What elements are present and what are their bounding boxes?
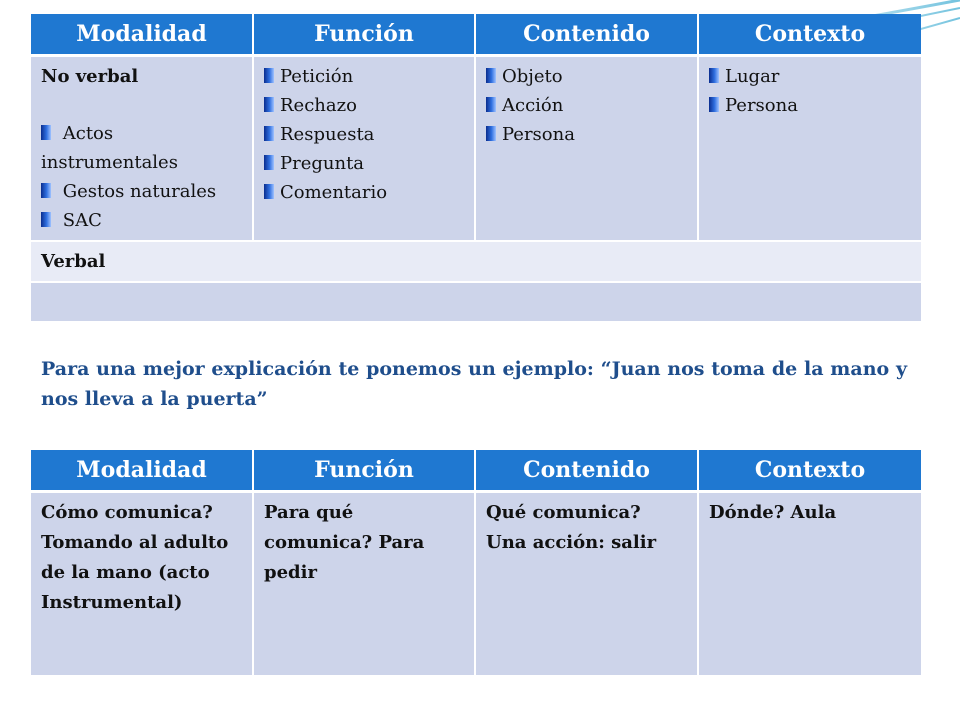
header-contexto: Contexto xyxy=(699,14,921,57)
list-item: Pregunta xyxy=(264,149,464,178)
example-contenido-cell: Qué comunica? Una acción: salir xyxy=(476,493,699,677)
bullet-icon xyxy=(264,68,274,83)
table-row-verbal xyxy=(31,242,921,283)
bullet-icon xyxy=(486,68,496,83)
header-modalidad: Modalidad xyxy=(31,450,254,493)
list-item: Rechazo xyxy=(264,91,464,120)
bullet-icon xyxy=(41,125,51,140)
contenido-cell xyxy=(476,57,699,242)
funcion-cell xyxy=(254,57,476,242)
example-table xyxy=(31,450,921,677)
example-funcion-cell: Para qué comunica? Para pedir xyxy=(254,493,476,677)
list-item: Actos instrumentales xyxy=(41,123,178,173)
header-modalidad: Modalidad xyxy=(31,14,254,57)
empty-cell xyxy=(31,283,921,323)
bullet-icon xyxy=(264,126,274,141)
modalidad-cell xyxy=(31,57,254,242)
table-row xyxy=(31,57,921,242)
bullet-icon xyxy=(486,97,496,112)
example-contexto-cell: Dónde? Aula xyxy=(699,493,921,677)
bullet-icon xyxy=(486,126,496,141)
list-item: Objeto xyxy=(486,62,687,91)
header-contexto: Contexto xyxy=(699,450,921,493)
header-funcion: Función xyxy=(254,450,476,493)
list-item: SAC xyxy=(41,206,242,235)
no-verbal-label: No verbal xyxy=(41,66,139,87)
verbal-label: Verbal xyxy=(31,242,921,283)
header-contenido: Contenido xyxy=(476,450,699,493)
table-header-row xyxy=(31,450,921,493)
bullet-icon xyxy=(41,212,51,227)
list-item: Persona xyxy=(709,91,911,120)
list-item: Persona xyxy=(486,120,687,149)
example-paragraph: Para una mejor explicación te ponemos un ejemplo: “Juan nos toma de la mano y nos lleva a la puerta” xyxy=(41,358,907,410)
list-item: Comentario xyxy=(264,178,464,207)
bullet-icon xyxy=(264,97,274,112)
header-funcion: Función xyxy=(254,14,476,57)
contexto-cell xyxy=(699,57,921,242)
list-item: Respuesta xyxy=(264,120,464,149)
list-item: Lugar xyxy=(709,62,911,91)
table-row xyxy=(31,493,921,677)
header-contenido: Contenido xyxy=(476,14,699,57)
list-item: Acción xyxy=(486,91,687,120)
bullet-icon xyxy=(709,68,719,83)
bullet-icon xyxy=(41,183,51,198)
modality-table xyxy=(31,14,921,323)
bullet-icon xyxy=(709,97,719,112)
table-row-empty xyxy=(31,283,921,323)
bullet-icon xyxy=(264,184,274,199)
bullet-icon xyxy=(264,155,274,170)
list-item: Gestos naturales xyxy=(41,177,242,206)
table-header-row xyxy=(31,14,921,57)
example-modalidad-cell: Cómo comunica? Tomando al adulto de la mano (acto Instrumental) xyxy=(31,493,254,677)
list-item: Petición xyxy=(264,62,464,91)
